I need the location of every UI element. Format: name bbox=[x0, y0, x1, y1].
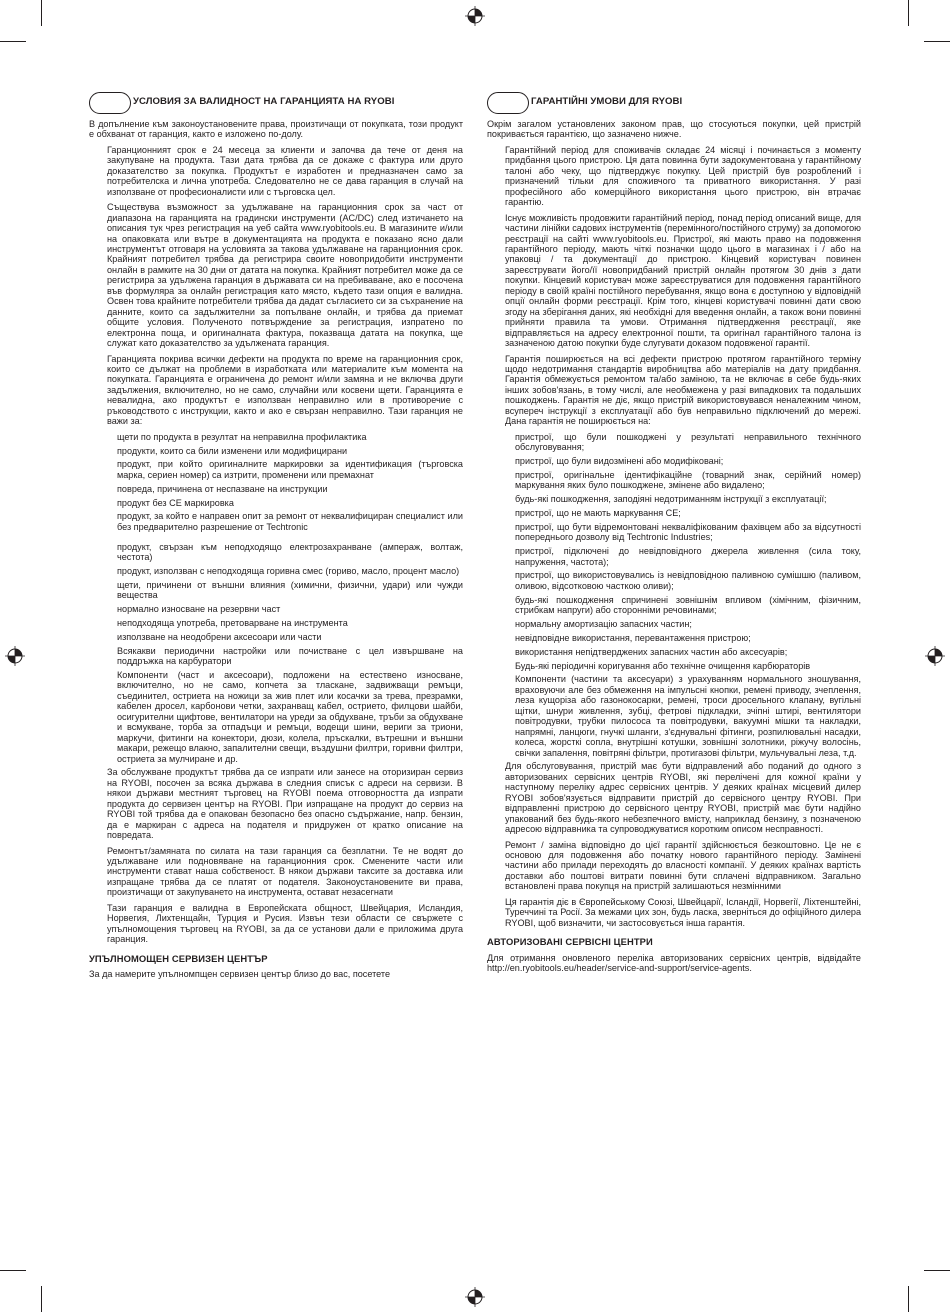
list-item: будь-які пошкодження, заподіяні недотриманням інструкції з експлуатації; bbox=[515, 494, 827, 505]
list-item: використання непідтверджених запасних частин або аксесуарів; bbox=[515, 646, 788, 657]
left-column-bulgarian bbox=[89, 92, 463, 985]
right-section-title: ГАРАНТІЙНІ УМОВИ ДЛЯ RYOBI bbox=[531, 96, 683, 107]
right-exclusions-list bbox=[487, 432, 861, 758]
list-item: пристрої, що були пошкоджені у результаті неправильного технічного обслуговування; bbox=[515, 431, 861, 453]
list-item: Будь-які періодичні коригування або технічне очищення карбюраторів bbox=[515, 660, 811, 671]
list-item: Компоненти (частини та аксесуари) з урахуванням нормального зношування, враховуючи але без обмеження на імпульсні кнопки, ремені приводу, зчеплення, леза кущоріза або газонокосарки, ремені, троси дросельного клапану, вугільні щітки, шнури живлення, зубці, фетрові підкладки, зчіпні штирі, вентилятори повітродувки, трубки пилососа та повітродувки, вакуумні мішки та накладки, напрямні, ланцюги, гнучкі шланги, з'єднувальні фітинги, розпилювальні насадки, колеса, жорсткі сопла, внутрішні котушки, зовнішні золотники, ріжучу волосінь, свічки запалення, повітряні фільтри, протигазові фільтри, мульчувальні леза, т.д. bbox=[515, 674, 861, 758]
list-item: пристрої, що не мають маркування CE; bbox=[515, 507, 681, 518]
crop-mark-bl-v bbox=[41, 1286, 42, 1312]
language-tab-outline bbox=[89, 92, 131, 114]
list-item: невідповідне використання, перевантаження пристрою; bbox=[515, 632, 751, 643]
left-paragraph-6: Тази гаранция е валидна в Европейската общност, Швейцария, Исландия, Норвегия, Лихтенщайн, Турция и Русия. Извън тези области се свържете с упълномощения търговец на RYOBI, за да се установи дали е приложима друга гаранция. bbox=[107, 902, 463, 945]
left-service-text: За да намерите упълномпщен сервизен център близо до вас, посетете bbox=[89, 969, 391, 980]
left-service-heading: УПЪЛНОМОЩЕН СЕРВИЗЕН ЦЕНТЪР bbox=[89, 952, 268, 964]
list-item: Всякакви периодични настройки или почистване с цел извършване на поддръжка на карбуратори bbox=[117, 645, 463, 667]
registration-mark-bottom bbox=[465, 1287, 485, 1307]
right-paragraph-4: Для обслуговування, пристрій має бути відправлений або поданий до одного з авторизованих сервісних центрів RYOBI, які перелічені для кожної країни у наступному переліку адрес сервісних центрів. У деяких країнах місцевий дилер RYOBI зобов'язується відправити пристрій до сервісного центру RYOBI. При відправленні пристрою до сервісного центру RYOBI, пристрій має бути надійно упакований без будь-якого небезпечного вмісту, наприклад бензину, з позначеною адресою відправника та супроводжуватися коротким описом несправності. bbox=[505, 761, 861, 835]
list-item: щети, причинени от външни влияния (химични, физични, удари) или чужди вещества bbox=[117, 579, 463, 601]
crop-mark-br-h bbox=[924, 1270, 950, 1271]
list-item: продукт, за който е направен опит за ремонт от неквалифициран специалист или без предварително разрешение от Techtronic bbox=[117, 511, 463, 532]
language-tab-outline bbox=[487, 92, 529, 114]
list-item: продукти, които са били изменени или модифицирани bbox=[117, 445, 348, 456]
list-item: будь-які пошкодження спричинені зовнішнім впливом (хімічним, фізичним, стрибкам напруги) або сторонніми речовинами; bbox=[515, 594, 861, 616]
left-section-title: УСЛОВИЯ ЗА ВАЛИДНОСТ НА ГАРАНЦИЯТА НА RYOBI bbox=[133, 96, 395, 107]
list-item: щети по продукта в резултат на неправилна профилактика bbox=[117, 431, 367, 442]
list-item: продукт, при който оригиналните маркировки за идентификация (търговска марка, сериен номер) са изтрити, променени или премахнат bbox=[117, 459, 463, 480]
left-paragraph-1: Гаранционният срок е 24 месеца за клиенти и започва да тече от деня на закупуване на продукта. Тази дата трябва да се докаже с фактура или друго доказателство за покупка. Продуктът е изработен и предназначен само за потребителска и лична употреба. Следователно не се дава гаранция в случай на използване от професионалисти или с търговска цел. bbox=[107, 144, 463, 197]
right-service-text: Для отримання оновленого переліка авторизованих сервісних центрів, відвідайте http://en.ryobitools.eu/header/service-and-support/service-agents. bbox=[487, 952, 861, 974]
left-paragraph-5: Ремонтът/замяната по силата на тази гаранция са безплатни. Те не водят до удължаване или подновяване на гаранционния срок. Сменените части или инструменти стават наша собственост. В някои държави таксите за доставка или изпращане трябва да се платят от подателя. Законоустановените ви права, произтичащи от закупуването на инструмента, остават незасегнати bbox=[107, 845, 463, 898]
right-paragraph-3: Гарантія поширюється на всі дефекти пристрою протягом гарантійного терміну щодо недотримання стандартів виробництва або матеріалів на дату придбання. Гарантія обмежується ремонтом та/або заміною, та не включає в себе будь-яких інших зобов'язань, в тому числі, але необмежена у разі випадкових та подальших пошкоджень. Гарантія не діє, якщо пристрій використовувався неналежним чином, всупереч інструкції з експлуатації або був неправильно підключений до мережі. Дана гарантія не поширюється на: bbox=[505, 353, 861, 427]
right-paragraph-1: Гарантійний період для споживачів складає 24 місяці і починається з моменту придбання цього пристрою. Ця дата повинна бути задокументована у гарантійному талоні або чеку, що підтверджує покупку. Цей пристрій був розроблений і призначений тільки для споживчого та приватного використання. У разі професійного або комерційного використання цього пристрою, він втрачає гарантію. bbox=[505, 144, 861, 208]
crop-mark-tl-h bbox=[0, 41, 26, 42]
list-item: продукт, използван с неподходяща горивна смес (гориво, масло, процент масло) bbox=[117, 565, 460, 576]
left-paragraph-2: Съществува възможност за удължаване на гаранционния срок за част от диапазона на гаранцията на градински инструменти (AC/DC) след изтичането на описания тук чрез регистрация на уеб сайта www.ryobitools.eu. В магазините и/или на опаковката или вътре в документацията на продукта е показано ясно дали инструментът отговаря на условията за такова удължаване на гаранционния срок. Крайният потребител трябва да регистрира своите новопридобити инструменти онлайн в рамките на 30 дни от датата на покупка. Крайният потребител може да се регистрира за удължена гаранция в държавата си на пребиваване, ако е посочена във формуляра за онлайн регистрация като място, където тази опция е валидна. Освен това крайните потребители трябва да дадат съгласието си за съхранение на данните, които са задължителни за попълване онлайн, и трябва да приемат общите условия. Полученото потвърждение за регистрация, изпратено по електронна поща, и оригиналната фактура, показваща датата на покупка, ще служат като доказателство за удължената гаранция. bbox=[107, 202, 463, 349]
left-section-header bbox=[89, 92, 463, 114]
right-paragraph-2: Існує можливість продовжити гарантійний період, понад період описаний вище, для частини лінійки садових інструментів (перемінного/постійного струму) за допомогою реєстрації на сайті www.ryobitools.eu. Пристрої, які мають право на подовження гарантійного періоду, мають чіткі позначки щодо цього в магазинах і / або на упаковці / та документації до пристрою. Кінцевий користувач повинен зареєструвати його/її новопридбаний пристрій онлайн протягом 30 днів з дати покупки. Кінцевий користувач може зареєструватися для подовження гарантійного періоду в своїй країні постійного перебування, якщо вона є доступною у відповідній опції онлайн форми реєстрації. Крім того, кінцеві користувачі повинні дати свою згоду на зберігання даних, які необхідні для введення онлайн, а також вони повинні прийняти правила та умови. Отримання підтвердження реєстрації, яке відправляється на адресу електронної пошти, та оригінал гарантійного талона із зазначеною датою покупки буде слугувати доказом подовженої гарантії. bbox=[505, 212, 861, 349]
right-column-ukrainian bbox=[487, 92, 861, 979]
list-item: неподходяща употреба, претоварване на инструмента bbox=[117, 617, 348, 628]
list-item: Компоненти (част и аксесоари), подложени на естествено износване, включително, но не само, копчета за тласкане, задвижващи ремъци, съединител, остриета на ножици за жив плет или косачки за трева, презрамки, кабелен дросел, карбонови четки, захранващ кабел, острието, филцови шайби, осигурителни щифтове, вентилатори на уреди за обдухване, тръби за обдухване и всмукване, торба за отпадъци и ремъци, водещи шини, вериги за триони, маркучи, фитинги на конектори, дюзи, колела, пръскалки, вътрешни и външни макари, режещо влакно, запалителни свещи, въздушни филтри, горивни филтри, остриета за мулчиране и др. bbox=[117, 669, 463, 764]
registration-mark-right bbox=[925, 646, 945, 666]
right-section-header bbox=[487, 92, 861, 114]
crop-mark-br-v bbox=[908, 1286, 909, 1312]
crop-mark-tr-h bbox=[924, 41, 950, 42]
list-item: пристрої, що були видозмінені або модифіковані; bbox=[515, 455, 724, 466]
registration-mark-left bbox=[5, 646, 25, 666]
left-paragraph-3: Гаранцията покрива всички дефекти на продукта по време на гаранционния срок, които се дължат на проблеми в изработката или материалите към момента на покупката. Гаранцията е ограничена до ремонт и/или замяна и не включва други задължения, включително, но не само, случайни или косвени щети. Гаранцията е невалидна, ако продуктът е използван неправилно или в противоречие с ръководството с инструкции, както и ако е свързан неправилно. Тази гаранция не важи за: bbox=[107, 353, 463, 427]
right-intro: Окрім загалом установлених законом прав, що стосуються покупки, цей пристрій покривається гарантією, що зазначено нижче. bbox=[487, 119, 861, 140]
list-item: пристрої, що бути відремонтовані некваліфікованим фахівцем або за відсутності попереднього дозволу від Techtronic Industries; bbox=[515, 521, 861, 543]
list-item: продукт без CE маркировка bbox=[117, 497, 234, 508]
registration-mark-top bbox=[465, 6, 485, 26]
list-item: пристрої, підключені до невідповідного джерела живлення (сила току, напруження, частота); bbox=[515, 546, 861, 567]
crop-mark-tl-v bbox=[41, 0, 42, 26]
list-item: пристрої, оригінальне ідентифікаційне (товарний знак, серійний номер) маркування яких було пошкоджене, змінене або видалено; bbox=[515, 469, 861, 491]
list-item: продукт, свързан към неподходящо електрозахранване (ампераж, волтаж, честота) bbox=[117, 541, 463, 563]
left-exclusions-list bbox=[89, 432, 463, 764]
left-intro: В допълнение към законоустановените права, произтичащи от покупката, този продукт е обхванат от гаранция, както е изложено по-долу. bbox=[89, 119, 463, 140]
crop-mark-bl-h bbox=[0, 1270, 26, 1271]
list-item: нормално износване на резервни част bbox=[117, 604, 281, 615]
left-paragraph-4: За обслужване продуктът трябва да се изпрати или занесе на оторизиран сервиз на RYOBI, посочен за всяка държава в следния списък с адреси на сервизи. В някои държави местният търговец на RYOBI поема отговорността да изпрати продукта до сервизен център на RYOBI. При изпращане на продукт до сервиз на RYOBI той трябва да е опакован безопасно без опасно съдържание, напр. бензин, да е маркиран с адреса на подателя и придружен от кратко описание на повредата. bbox=[107, 767, 463, 841]
list-item: пристрої, що використовувались із невідповідною паливною сумішшю (паливом, оливою, відсотковою часткою оливи); bbox=[515, 570, 861, 591]
list-item: нормальну амортизацію запасних частин; bbox=[515, 619, 692, 629]
right-paragraph-5: Ремонт / заміна відповідно до цієї гарантії здійснюється безкоштовно. Це не є основою для подовження або початку нового гарантійного періоду. Замінені частини або прилади переходять до власності компанії. У деяких країнах вартість доставки або поштові витрати повинні бути сплачені відправником. Загально встановлені права покупця на пристрій залишаються незмінними bbox=[505, 839, 861, 892]
list-item: използване на неодобрени аксесоари или части bbox=[117, 631, 322, 642]
crop-mark-tr-v bbox=[908, 0, 909, 26]
list-item: повреда, причинена от неспазване на инструкции bbox=[117, 483, 328, 494]
right-paragraph-6: Ця гарантія діє в Європейському Союзі, Швейцарії, Ісландії, Норвегії, Ліхтенштейні, Туреччині та Росії. За межами цих зон, будь ласка, зверніться до офіційного дилера RYOBI, щоб визначити, чи застосовується інша гарантія. bbox=[505, 896, 861, 928]
right-service-heading: АВТОРИЗОВАНІ СЕРВІСНІ ЦЕНТРИ bbox=[487, 936, 653, 948]
